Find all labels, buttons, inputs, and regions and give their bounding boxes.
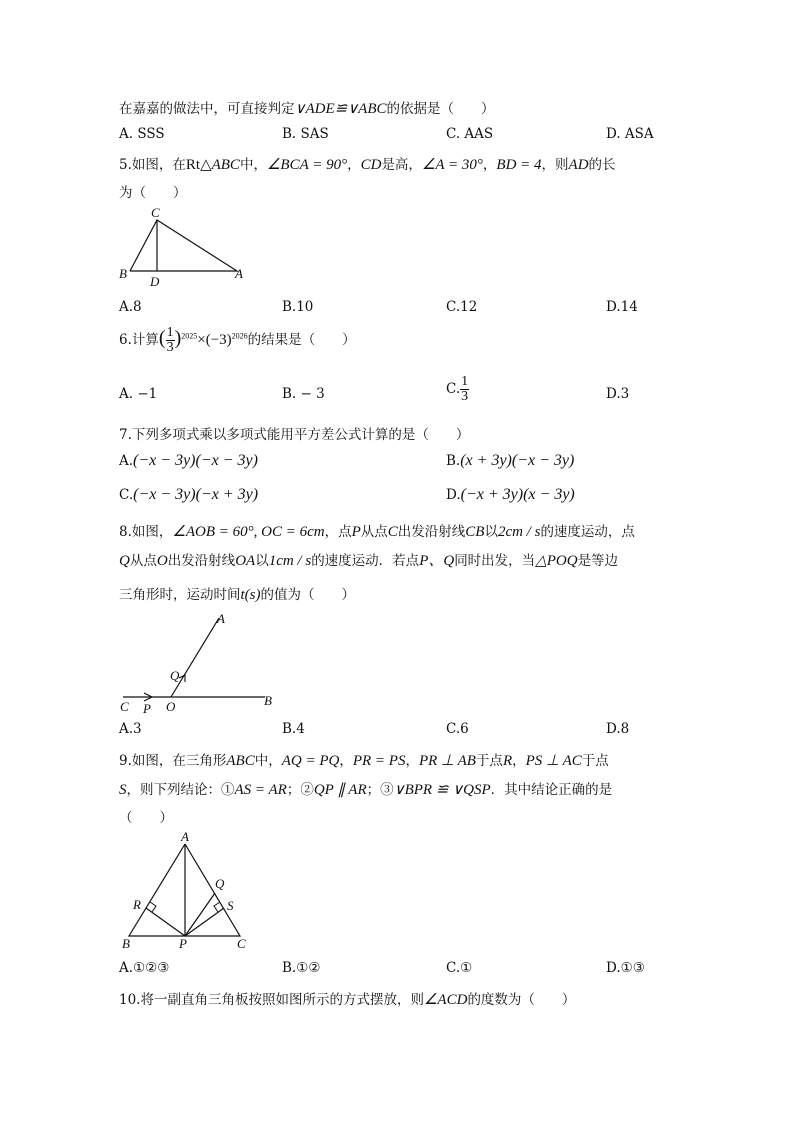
q8-label-p: P — [143, 701, 151, 716]
q8-label-o: O — [166, 699, 176, 714]
q8-triangle-poq: △POQ — [535, 553, 578, 569]
q8-text: 出发沿射线 — [167, 553, 236, 569]
q9-text: ，则下列结论：① — [126, 782, 235, 798]
q8-figure — [115, 608, 285, 718]
q5-text: 中， — [239, 157, 267, 173]
q5-cd: CD — [360, 157, 382, 173]
q6-option-c — [446, 375, 469, 404]
q8-ray-oa-line — [171, 618, 219, 697]
q8-speed-q: 1cm / s — [268, 553, 312, 569]
q9-label-q: Q — [215, 876, 225, 891]
q9-text: ， — [405, 753, 419, 769]
q5-text: 5.如图，在 — [119, 157, 186, 173]
q4-stem-math: ∨ADE≌∨ABC — [294, 101, 387, 117]
q4-option-b: B. SAS — [282, 126, 329, 142]
q4-stem-text: 在嘉嘉的做法中，可直接判定 — [119, 101, 295, 117]
q4-stem — [119, 97, 495, 118]
q9-conclusion-1: AS = AR — [234, 782, 287, 798]
q8-points-pq: P、Q — [419, 553, 455, 569]
q6-option-b: B. − 3 — [282, 386, 325, 402]
q6-paren-close: ) — [174, 327, 182, 349]
q6-stem — [119, 326, 356, 355]
q9-abc: ABC — [226, 753, 255, 769]
q8-speed-p: 2cm / s — [497, 524, 541, 540]
q7-option-c — [119, 486, 258, 504]
q5-text: 是高， — [381, 157, 422, 173]
q6-frac-den: 3 — [166, 340, 174, 355]
q9-text: ， — [339, 753, 353, 769]
q9-aq-pq: AQ = PQ — [281, 753, 340, 769]
q9-point-s: S — [119, 782, 127, 798]
q9-option-b: B.①② — [282, 960, 321, 976]
q5-stem-line1 — [119, 153, 616, 174]
q6-option-c-den: 3 — [461, 389, 469, 404]
q6-frac-num: 1 — [166, 325, 174, 340]
q8-point-o: O — [156, 553, 168, 569]
q6-fraction — [166, 326, 175, 355]
q5-text: 的长 — [588, 157, 616, 173]
q9-text: 于点 — [475, 753, 503, 769]
q8-label-a: A — [217, 611, 225, 626]
q5-angle-bca: ∠BCA = 90° — [266, 157, 348, 173]
q5-option-b: B.10 — [282, 299, 314, 315]
q5-label-a: A — [235, 266, 243, 281]
q8-ray-cb: CB — [465, 524, 485, 540]
q9-stem-line1 — [119, 749, 609, 770]
q9-text: 中， — [254, 753, 282, 769]
q9-ps-perp-ac: PS ⊥ AC — [525, 753, 582, 769]
q7-option-b-expr: (x + 3y)(−x − 3y) — [460, 452, 575, 469]
q9-text: ；② — [286, 782, 314, 798]
q9-segment-pq — [185, 893, 215, 936]
q8-stem-line2 — [119, 549, 618, 570]
q8-text: ，点 — [324, 524, 352, 540]
q9-right-angle-r — [150, 902, 156, 912]
q8-point-p: P — [351, 524, 361, 540]
q8-stem-line1 — [119, 520, 635, 541]
q5-text: ， — [347, 157, 361, 173]
q7-option-d-label: D. — [446, 487, 461, 503]
q9-label-r: R — [133, 897, 141, 912]
q9-conclusion-3: ∨BPR ≌ ∨QSP — [393, 782, 491, 798]
q8-text: 是等边 — [577, 553, 619, 569]
q9-pr-ps: PR = PS — [352, 753, 406, 769]
q8-option-c: C.6 — [446, 721, 469, 737]
q8-text: 三角形时，运动时间 — [119, 587, 241, 603]
q7-option-a-expr: (−x − 3y)(−x − 3y) — [133, 452, 258, 469]
q6-text: 6.计算 — [119, 332, 159, 348]
q8-point-c: C — [387, 524, 398, 540]
q6-option-a: A. −1 — [119, 386, 158, 402]
q9-option-c: C.① — [446, 960, 473, 976]
q9-point-r: R — [502, 753, 513, 769]
q9-label-c: C — [237, 936, 246, 951]
q7-option-a-label: A. — [119, 453, 134, 469]
q7-option-b — [446, 452, 574, 470]
q8-label-b: B — [264, 693, 272, 708]
q5-bd: BD = 4 — [496, 157, 542, 173]
q5-abc: ABC — [211, 157, 240, 173]
q5-option-c: C.12 — [446, 299, 478, 315]
q7-option-d — [446, 486, 575, 504]
q5-stem-line2: 为（ ） — [119, 185, 187, 201]
q8-text: 出发沿射线 — [397, 524, 466, 540]
q5-option-d: D.14 — [606, 299, 638, 315]
q4-option-d: D. ASA — [606, 126, 654, 142]
q9-stem-line2 — [119, 778, 612, 799]
q9-label-b: B — [122, 936, 130, 951]
q10-text: 的度数为（ ） — [467, 992, 576, 1008]
q9-label-a: A — [181, 829, 189, 844]
q8-point-q: Q — [119, 553, 130, 569]
q9-text: ；③ — [366, 782, 394, 798]
q6-times: ×(−3) — [197, 332, 232, 348]
q10-stem — [119, 988, 575, 1009]
q8-time-t: t(s) — [240, 587, 261, 603]
q5-label-b: B — [119, 266, 127, 281]
q5-label-c: C — [151, 205, 160, 220]
q6-exp1: 2025 — [181, 331, 198, 341]
q8-option-d: D.8 — [606, 721, 630, 737]
q7-option-a — [119, 452, 258, 470]
q7-option-b-label: B. — [446, 453, 461, 469]
q5-rt: Rt△ — [185, 157, 212, 173]
q9-pr-perp-ab: PR ⊥ AB — [418, 753, 476, 769]
q8-option-a: A.3 — [119, 721, 142, 737]
q8-text: 的速度运动，点 — [540, 524, 635, 540]
q9-label-s: S — [227, 898, 234, 913]
q5-text: ， — [482, 157, 497, 173]
q5-ad: AD — [568, 157, 589, 173]
q9-segment-ps — [185, 908, 224, 936]
q6-paren-open: ( — [158, 327, 166, 349]
q4-option-a: A. SSS — [119, 126, 165, 142]
q8-label-c: C — [120, 699, 129, 714]
q8-stem-line3 — [119, 583, 355, 604]
q6-text: 的结果是（ ） — [247, 332, 356, 348]
q6-exp2: 2026 — [231, 331, 248, 341]
q9-segment-pr — [146, 908, 185, 936]
q5-angle-a: ∠A = 30° — [421, 157, 483, 173]
q8-text: 同时出发，当 — [454, 553, 536, 569]
q9-label-p: P — [179, 936, 187, 951]
q8-ray-oa: OA — [235, 553, 256, 569]
q9-option-d: D.①③ — [606, 960, 645, 976]
q5-triangle — [130, 220, 237, 271]
q6-option-c-label: C. — [446, 381, 461, 397]
q7-stem: 7.下列多项式乘以多项式能用平方差公式计算的是（ ） — [119, 427, 470, 443]
q5-option-a: A.8 — [119, 299, 142, 315]
q8-text: 从点 — [360, 524, 388, 540]
q7-option-c-expr: (−x − 3y)(−x + 3y) — [133, 486, 259, 503]
q8-text: 从点 — [129, 553, 157, 569]
q8-text: 以 — [255, 553, 269, 569]
q8-text: 的值为（ ） — [260, 587, 355, 603]
q10-angle-acd: ∠ACD — [423, 992, 468, 1008]
q8-text: 8.如图， — [119, 524, 173, 540]
q4-stem-suffix: 的依据是（ ） — [386, 101, 495, 117]
q9-right-angle-s — [214, 902, 220, 912]
q9-text: 9.如图，在三角形 — [119, 753, 227, 769]
q5-label-d: D — [150, 274, 160, 289]
q9-text: 于点 — [581, 753, 609, 769]
q8-text: 的速度运动．若点 — [311, 553, 420, 569]
q6-option-c-num: 1 — [461, 374, 469, 389]
q5-figure — [115, 205, 255, 290]
q9-stem-line3: （ ） — [119, 810, 173, 826]
q8-given: ∠AOB = 60°, OC = 6cm — [172, 524, 325, 540]
q6-option-c-fraction — [460, 375, 469, 404]
q5-text: ，则 — [541, 157, 569, 173]
q9-text: ， — [512, 753, 526, 769]
q9-option-a: A.①②③ — [119, 960, 170, 976]
q6-option-d: D.3 — [606, 386, 630, 402]
q10-text: 10.将一副直角三角板按照如图所示的方式摆放，则 — [119, 992, 424, 1008]
q7-option-c-label: C. — [119, 487, 134, 503]
q9-figure — [115, 829, 260, 957]
q8-label-q: Q — [170, 668, 180, 683]
q9-conclusion-2: QP ∥ AR — [313, 782, 367, 798]
q8-text: 以 — [484, 524, 498, 540]
q7-option-d-expr: (−x + 3y)(x − 3y) — [460, 486, 575, 503]
q4-option-c: C. AAS — [446, 126, 494, 142]
q8-option-b: B.4 — [282, 721, 305, 737]
q9-text: ．其中结论正确的是 — [490, 782, 613, 798]
